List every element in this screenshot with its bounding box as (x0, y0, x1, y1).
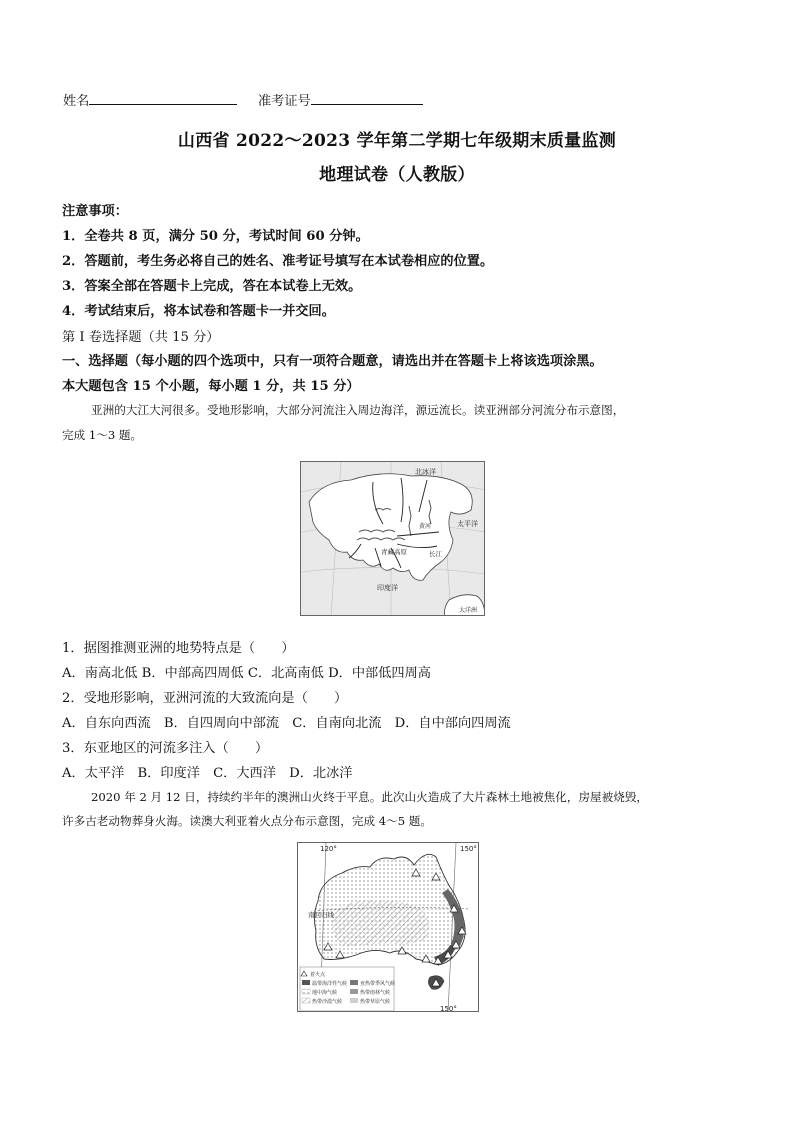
map2-legend (300, 967, 395, 1011)
question-2-options: A．自东向西流 B．自四周向中部流 C．自南向北流 D．自中部向四周流 (62, 716, 511, 731)
legend-tropical-rainforest: 热带雨林气候 (360, 990, 391, 996)
note-item: 2．答题前，考生务必将自己的姓名、准考证号填写在本试卷相应的位置。 (62, 254, 494, 269)
australia-fire-map (297, 842, 479, 1012)
asia-rivers-map (300, 461, 485, 616)
map1-label-arctic: 北冰洋 (415, 468, 436, 476)
map1-label-yellow-river: 黄河 (419, 523, 432, 530)
legend-subtropical-monsoon: 亚热带季风气候 (360, 981, 396, 987)
name-label: 姓名 (63, 94, 90, 109)
note-item: 3．答案全部在答题卡上完成，答在本试卷上无效。 (62, 279, 362, 294)
map1-label-yangtze: 长江 (429, 550, 442, 558)
section-heading-line2: 本大题包含 15 个小题，每小题 1 分，共 15 分） (62, 379, 360, 394)
legend-tropical-savanna: 热带草原气候 (360, 999, 391, 1005)
section-label: 第 I 卷选择题（共 15 分） (62, 330, 220, 345)
note-item: 4．考试结束后，将本试卷和答题卡一并交回。 (62, 304, 335, 319)
map1-label-plateau: 青藏高原 (381, 548, 407, 556)
question-3-options: A．太平洋 B．印度洋 C．大西洋 D．北冰洋 (62, 766, 353, 781)
map1-label-indian-ocean: 印度洋 (377, 584, 398, 592)
legend-temperate-oceanic: 温带海洋性气候 (312, 981, 348, 987)
legend-mediterranean: 地中海气候 (312, 990, 338, 996)
exam-id-field[interactable] (258, 90, 423, 109)
map1-label-oceania: 大洋洲 (459, 607, 478, 614)
question-2-stem: 2．受地形影响，亚洲河流的大致流向是（ ） (62, 691, 348, 706)
passage1-line1: 亚洲的大江大河很多。受地形影响，大部分河流注入周边海洋，源远流长。读亚洲部分河流分布示意图， (91, 403, 625, 417)
passage2-line2: 许多古老动物葬身火海。读澳大利亚着火点分布示意图，完成 4～5 题。 (62, 814, 432, 828)
notes-heading: 注意事项： (62, 204, 128, 219)
page-title: 山西省 2022～2023 学年第二学期七年级期末质量监测 (177, 131, 617, 151)
page-subtitle: 地理试卷（人教版） (319, 165, 475, 185)
section-heading-line1: 一、选择题（每小题的四个选项中，只有一项符合题意，请选出并在答题卡上将该选项涂黑。 (62, 354, 603, 369)
legend-fire: 着火点 (310, 972, 326, 978)
question-1-options: A．南高北低 B．中部高四周低 C．北高南低 D．中部低四周高 (62, 666, 431, 681)
legend-tropical-desert: 热带沙漠气候 (312, 999, 343, 1005)
lon-label-120: 120° (320, 845, 337, 853)
lon-label-150-top: 150° (460, 845, 477, 853)
passage1-line2: 完成 1～3 题。 (62, 428, 143, 442)
passage2-line1: 2020 年 2 月 12 日，持续约半年的澳洲山火终于平息。此次山火造成了大片森林土地被焦化，房屋被烧毁， (91, 790, 649, 804)
map1-label-pacific: 太平洋 (457, 520, 478, 528)
tropic-label: 南回归线 (308, 911, 334, 919)
question-3-stem: 3．东亚地区的河流多注入（ ） (62, 741, 269, 756)
exam-id-underline[interactable] (311, 91, 423, 105)
lon-label-150-bottom: 150° (440, 1005, 457, 1012)
question-1-stem: 1．据图推测亚洲的地势特点是（ ） (62, 641, 295, 656)
name-field[interactable] (63, 90, 237, 109)
australia-map-graphic (298, 843, 479, 1012)
note-item: 1．全卷共 8 页，满分 50 分，考试时间 60 分钟。 (62, 229, 369, 244)
name-underline[interactable] (89, 91, 237, 105)
exam-id-label: 准考证号 (258, 94, 311, 109)
asia-map-graphic (301, 462, 485, 616)
